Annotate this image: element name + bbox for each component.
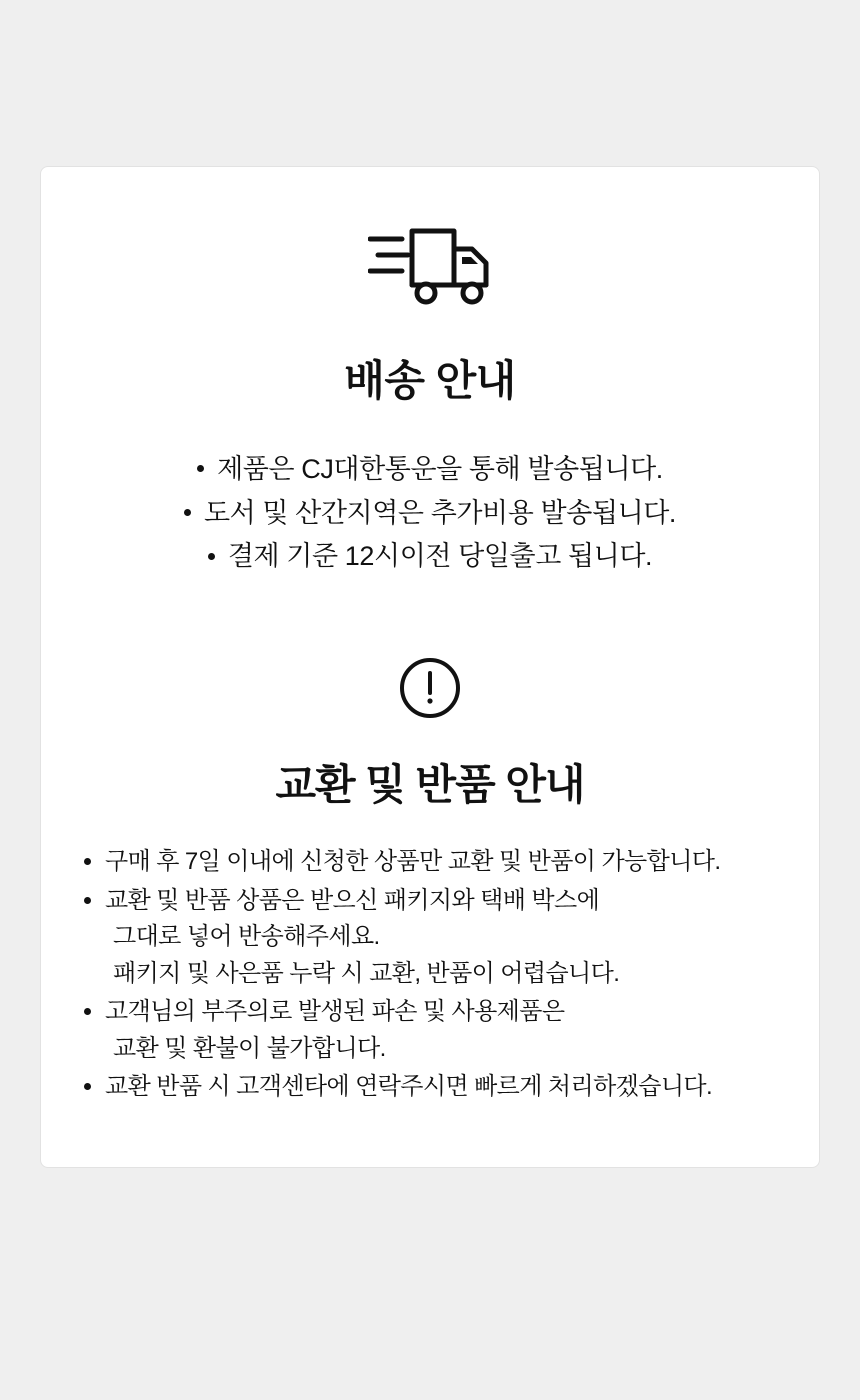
list-item bbox=[81, 1069, 783, 1105]
bullet-icon bbox=[184, 509, 191, 516]
list-item bbox=[77, 448, 783, 492]
list-item bbox=[81, 883, 783, 992]
delivery-truck-icon bbox=[368, 223, 492, 312]
shipping-item-text: 도서 및 산간지역은 추가비용 발송됩니다. bbox=[203, 497, 677, 528]
shipping-title: 배송 안내 bbox=[344, 357, 516, 404]
exchange-list bbox=[77, 844, 783, 1105]
exchange-item-line: 교환 반품 시 고객센타에 연락주시면 빠르게 처리하겠습니다. bbox=[105, 1073, 713, 1101]
exchange-icon-wrap bbox=[77, 657, 783, 724]
shipping-item-text: 결제 기준 12시이전 당일출고 됩니다. bbox=[227, 541, 653, 572]
list-item bbox=[77, 492, 783, 536]
exchange-item-line: 그대로 넣어 반송해주세요. bbox=[113, 923, 380, 951]
exchange-item-line: 구매 후 7일 이내에 신청한 상품만 교환 및 반품이 가능합니다. bbox=[105, 848, 721, 876]
bullet-icon bbox=[197, 465, 204, 472]
list-item bbox=[81, 994, 783, 1067]
section-spacer bbox=[77, 579, 783, 657]
shipping-list bbox=[77, 448, 783, 579]
exchange-item-line: 고객님의 부주의로 발생된 파손 및 사용제품은 bbox=[105, 998, 565, 1026]
exchange-title: 교환 및 반품 안내 bbox=[275, 761, 585, 809]
list-item bbox=[81, 844, 783, 880]
bullet-icon bbox=[208, 553, 215, 560]
shipping-icon-wrap bbox=[77, 223, 783, 312]
list-item bbox=[77, 535, 783, 579]
exclamation-circle-icon bbox=[399, 657, 461, 724]
exchange-item-line: 교환 및 반품 상품은 받으신 패키지와 택배 박스에 bbox=[105, 886, 600, 914]
exchange-item-line: 패키지 및 사은품 누락 시 교환, 반품이 어렵습니다. bbox=[113, 959, 620, 987]
shipping-item-text: 제품은 CJ대한통운을 통해 발송됩니다. bbox=[217, 454, 663, 484]
exchange-item-line: 교환 및 환불이 불가합니다. bbox=[113, 1034, 386, 1062]
info-card bbox=[40, 166, 820, 1168]
